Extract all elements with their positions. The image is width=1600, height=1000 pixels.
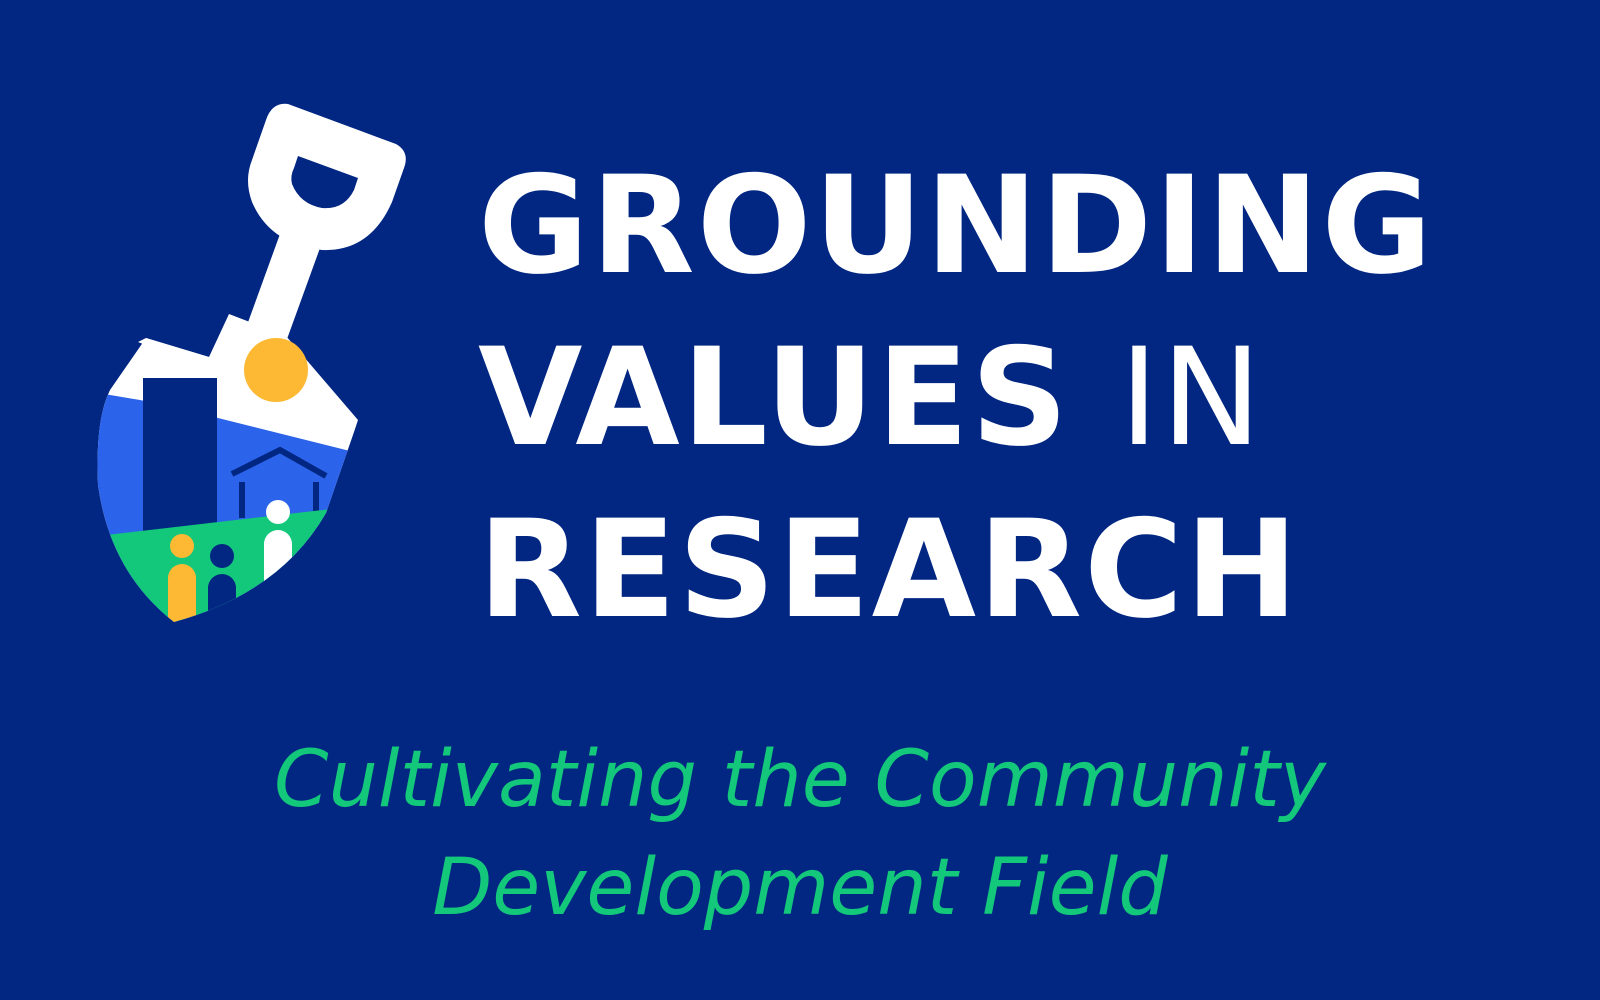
title-line-3: RESEARCH [478, 491, 1301, 648]
shovel-community-icon [80, 90, 440, 650]
title-line-2 [478, 312, 1578, 484]
subtitle-line-2: Development Field [432, 843, 1168, 933]
title [478, 140, 1578, 656]
title-line-1: GROUNDING [478, 147, 1435, 304]
title-in: IN [1119, 319, 1264, 476]
subtitle [0, 726, 1600, 942]
subtitle-line-1: Cultivating the Community [273, 735, 1326, 825]
title-values: VALUES [478, 319, 1071, 476]
